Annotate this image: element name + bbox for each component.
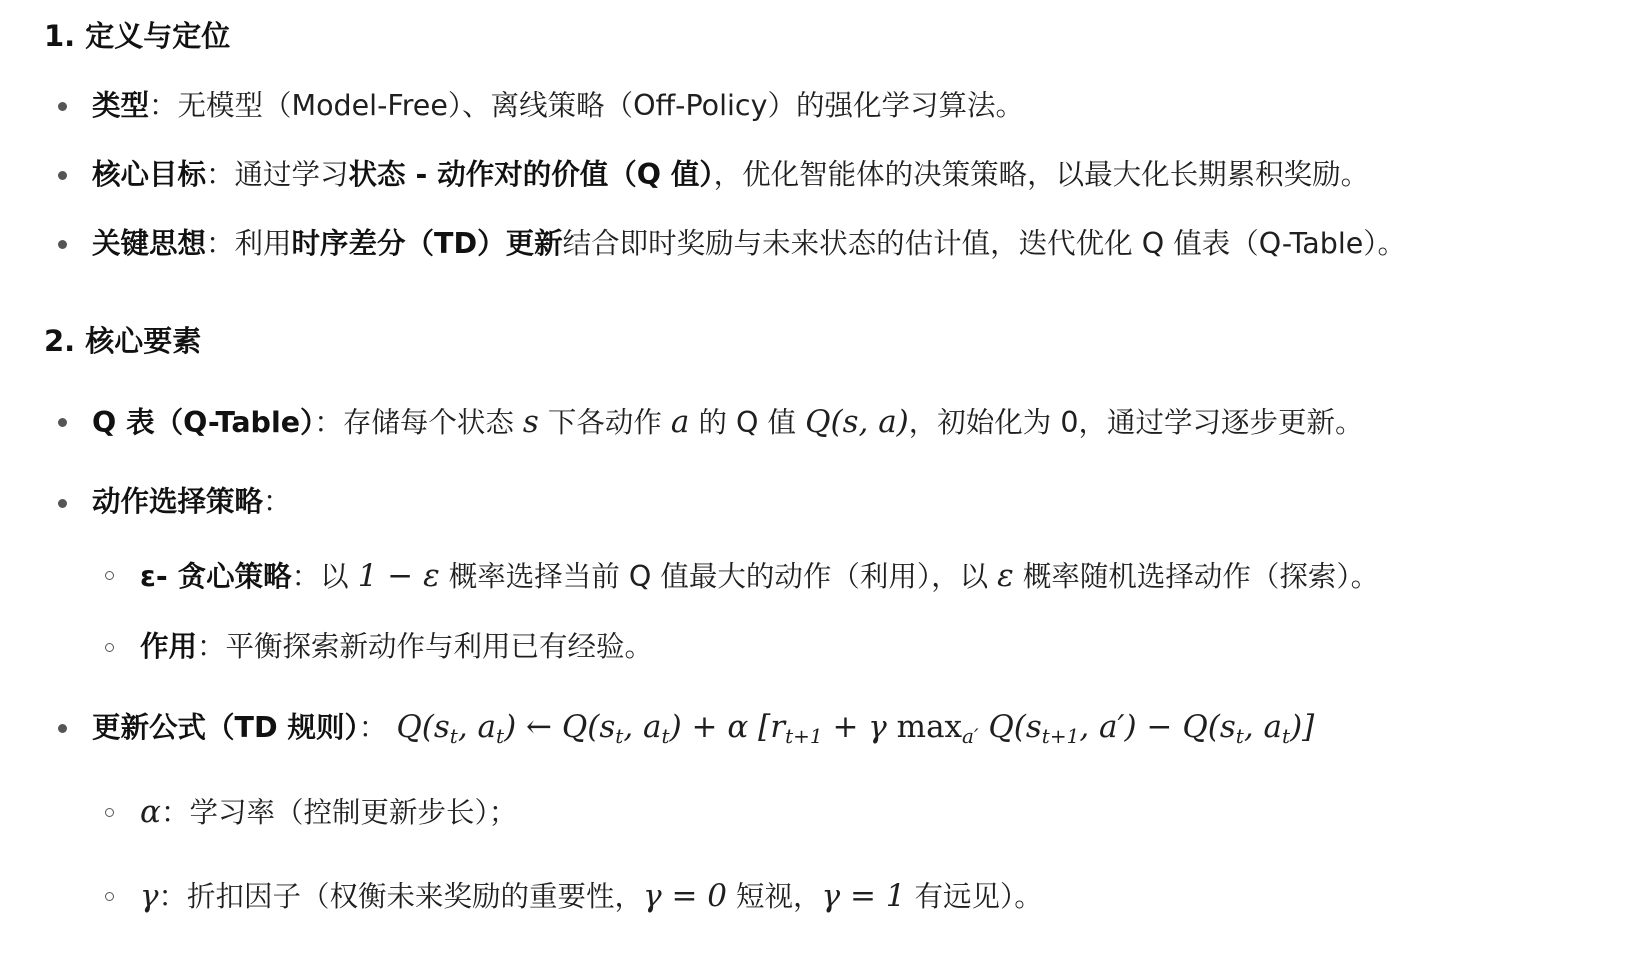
- bullet-circle: [105, 643, 114, 652]
- label-separator: ：: [358, 711, 388, 744]
- bullet-dot: [58, 240, 67, 249]
- label-separator: ：: [149, 89, 178, 122]
- math-action-a: a: [670, 404, 690, 440]
- list-subitem-gamma: [140, 878, 1043, 914]
- item-text: 短视，: [727, 880, 822, 913]
- math-state-s: s: [522, 404, 539, 440]
- section-heading-core-elements: 2. 核心要素: [44, 324, 202, 358]
- label-separator: ：: [158, 880, 188, 913]
- list-subitem-alpha: [140, 794, 518, 830]
- item-text: 结合即时奖励与未来状态的估计值，迭代优化 Q 值表（Q-Table）。: [562, 227, 1407, 260]
- item-text: 有远见）。: [905, 880, 1043, 913]
- item-text: 无模型（Model-Free）、离线策略（Off-Policy）的强化学习算法。: [177, 89, 1024, 122]
- math-epsilon: ε: [997, 558, 1014, 594]
- item-text: ，优化智能体的决策策略，以最大化长期累积奖励。: [713, 158, 1370, 191]
- item-text: 的 Q 值: [689, 406, 806, 439]
- list-item-action-policy: [92, 485, 292, 518]
- item-emphasis: 状态 - 动作对的价值（Q 值）: [348, 158, 714, 191]
- bullet-dot: [58, 418, 67, 427]
- item-text: 平衡探索新动作与利用已有经验。: [225, 630, 654, 663]
- item-label: 更新公式（TD 规则）: [92, 711, 359, 744]
- list-item-key-idea: [92, 227, 1407, 260]
- label-separator: ：: [197, 630, 226, 663]
- item-label: 关键思想: [92, 227, 207, 260]
- label-separator: ：: [206, 227, 235, 260]
- math-q-value: Q(s, a): [805, 404, 909, 440]
- bullet-dot: [58, 724, 67, 733]
- item-label: 动作选择策略: [92, 485, 264, 518]
- item-label: 作用: [140, 630, 198, 663]
- bullet-circle: [105, 892, 114, 901]
- item-text: 下各动作: [538, 406, 671, 439]
- list-item-q-table: [92, 404, 1364, 440]
- item-label: ε- 贪心策略: [140, 560, 292, 593]
- item-text: 折扣因子（权衡未来奖励的重要性，: [187, 880, 644, 913]
- math-gamma-one: γ = 1: [821, 878, 906, 914]
- item-label: Q 表（Q-Table）: [92, 406, 315, 439]
- section-heading-definition: 1. 定义与定位: [44, 19, 231, 53]
- math-gamma-zero: γ = 0: [643, 878, 727, 914]
- list-item-update-rule: [92, 709, 1315, 748]
- list-item-goal: [92, 158, 1370, 191]
- list-subitem-epsilon-greedy: [140, 558, 1380, 594]
- bullet-dot: [58, 171, 67, 180]
- td-update-formula: $Q(s_t$, $a_t$) ← $Q(s_t$, $a_t) + \alpha$ [$r_{t+1} + \gamma$ $\max_{a'} Q(s_{t+1}$, $a') - Q(s_t$, $a_t$)]: [396, 709, 1315, 748]
- bullet-circle: [105, 571, 114, 580]
- bullet-dot: [58, 499, 67, 508]
- item-text: 概率选择当前 Q 值最大的动作（利用），以: [439, 560, 998, 593]
- label-separator: ：: [160, 796, 190, 829]
- label-separator: ：: [206, 158, 235, 191]
- label-separator: ：: [314, 406, 343, 439]
- item-label: 核心目标: [92, 158, 207, 191]
- item-label: 类型: [92, 89, 150, 122]
- item-text: 存储每个状态: [342, 406, 523, 439]
- item-text: 以: [320, 560, 358, 593]
- item-text: ，初始化为 0，通过学习逐步更新。: [908, 406, 1364, 439]
- item-emphasis: 时序差分（TD）更新: [291, 227, 563, 260]
- list-item-type: [92, 89, 1024, 122]
- list-subitem-effect: [140, 630, 654, 663]
- bullet-dot: [58, 102, 67, 111]
- bullet-circle: [105, 808, 114, 817]
- math-one-minus-epsilon: 1 − ε: [357, 558, 440, 594]
- item-text: 学习率（控制更新步长）；: [189, 796, 518, 829]
- label-separator: ：: [291, 560, 321, 593]
- item-text: 通过学习: [234, 158, 349, 191]
- math-alpha: α: [140, 794, 161, 830]
- item-text: 概率随机选择动作（探索）。: [1013, 560, 1380, 593]
- math-gamma: γ: [140, 878, 159, 914]
- label-separator: ：: [263, 485, 292, 518]
- item-text: 利用: [234, 227, 292, 260]
